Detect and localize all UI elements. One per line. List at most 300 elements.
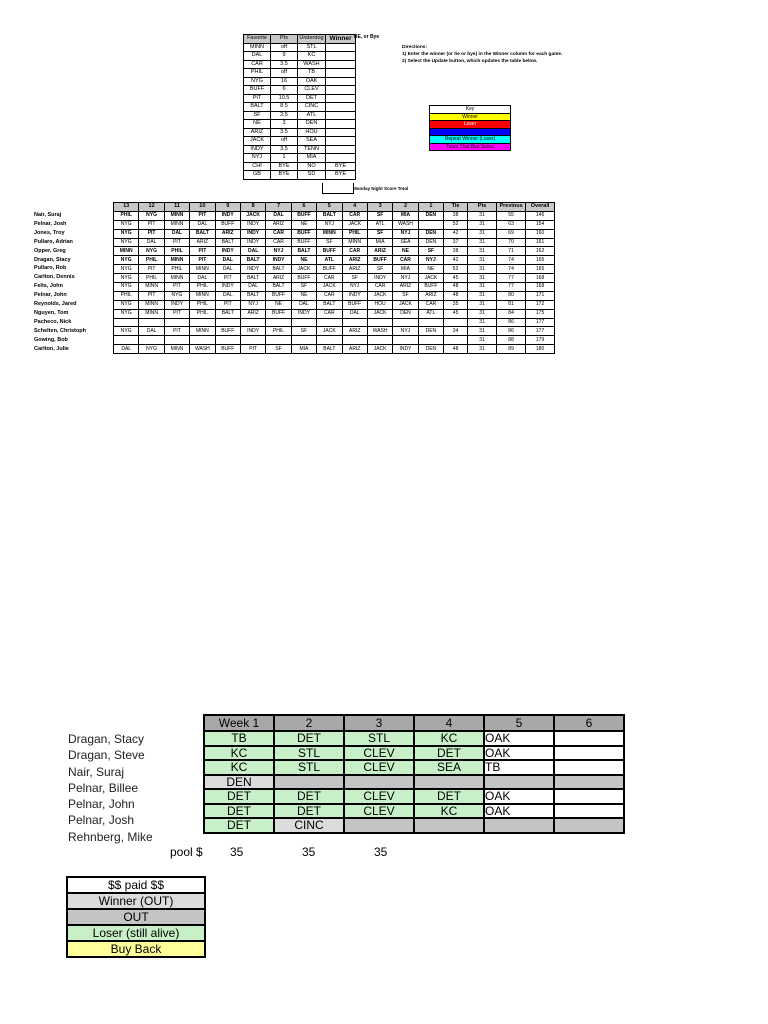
tie-cell: 52 bbox=[444, 220, 468, 229]
picks-row bbox=[114, 345, 555, 354]
overall-cell: 168 bbox=[526, 274, 555, 283]
pick-cell: NYJ bbox=[393, 274, 418, 283]
points-cell: 1 bbox=[271, 154, 298, 163]
player-name: Carlton, Dennis bbox=[34, 274, 75, 281]
tie-cell: 48 bbox=[444, 345, 468, 354]
winner-cell[interactable] bbox=[326, 43, 356, 52]
pick-cell: PIT bbox=[215, 274, 240, 283]
pick-cell bbox=[114, 318, 139, 327]
picks-row bbox=[114, 220, 555, 229]
pick-cell: SF bbox=[342, 274, 367, 283]
pick-cell: NYG bbox=[114, 300, 139, 309]
pick-cell: ARIZ bbox=[367, 247, 392, 256]
survivor-pick-cell: DET bbox=[414, 746, 484, 761]
pick-cell: DAL bbox=[215, 291, 240, 300]
winner-cell[interactable] bbox=[326, 86, 356, 95]
survivor-pick-cell: TB bbox=[484, 760, 554, 775]
winner-cell[interactable] bbox=[326, 120, 356, 129]
player-names bbox=[34, 211, 86, 354]
pick-cell: PIT bbox=[139, 229, 164, 238]
pick-cell: HOU bbox=[367, 300, 392, 309]
overall-cell: 172 bbox=[526, 300, 555, 309]
pick-cell: MIA bbox=[291, 345, 316, 354]
pick-cell: DAL bbox=[114, 345, 139, 354]
survivor-pick-cell: CLEV bbox=[344, 804, 414, 819]
pool-amount: 35 bbox=[302, 845, 316, 859]
survivor-pick-cell: KC bbox=[204, 760, 274, 775]
picks-row bbox=[114, 283, 555, 292]
pick-cell: PIT bbox=[139, 220, 164, 229]
pick-cell: ARIZ bbox=[215, 229, 240, 238]
winner-cell[interactable] bbox=[326, 111, 356, 120]
pick-cell: PHIL bbox=[164, 265, 189, 274]
player-name: Pacheco, Nick bbox=[34, 318, 72, 325]
pick-cell: BALT bbox=[317, 345, 342, 354]
underdog-cell: DET bbox=[298, 94, 326, 103]
winner-cell[interactable] bbox=[326, 52, 356, 61]
pick-cell: BUFF bbox=[317, 265, 342, 274]
player-name: Nguyen, Tom bbox=[34, 309, 69, 316]
game-row bbox=[244, 145, 356, 154]
underdog-cell: STL bbox=[298, 43, 326, 52]
picks-row bbox=[114, 265, 555, 274]
pts-cell: 31 bbox=[468, 274, 497, 283]
picks-header-cell: 8 bbox=[240, 203, 265, 212]
overall-cell: 161 bbox=[526, 238, 555, 247]
pts-cell: 31 bbox=[468, 300, 497, 309]
pick-cell: ARIZ bbox=[190, 238, 215, 247]
pick-cell bbox=[215, 336, 240, 345]
survivor-pick-cell: STL bbox=[274, 760, 344, 775]
directions bbox=[402, 44, 562, 65]
previous-cell: 86 bbox=[497, 327, 526, 336]
pick-cell: PIT bbox=[190, 211, 215, 220]
pick-cell bbox=[240, 318, 265, 327]
tie-cell: 45 bbox=[444, 274, 468, 283]
pick-cell: ATL bbox=[317, 256, 342, 265]
pick-cell: BALT bbox=[240, 274, 265, 283]
picks-header-cell: 12 bbox=[139, 203, 164, 212]
pts-cell: 31 bbox=[468, 291, 497, 300]
player-name: Reynolds, Jared bbox=[34, 301, 77, 308]
pick-cell: INDY bbox=[393, 345, 418, 354]
pts-cell: 31 bbox=[468, 265, 497, 274]
game-row bbox=[244, 137, 356, 146]
pick-cell: NYG bbox=[114, 238, 139, 247]
tie-cell: 37 bbox=[444, 238, 468, 247]
game-row bbox=[244, 171, 356, 180]
legend-item: Loser (still alive) bbox=[67, 925, 205, 941]
picks-table bbox=[113, 202, 555, 354]
pick-cell bbox=[367, 318, 392, 327]
pick-cell: INDY bbox=[342, 291, 367, 300]
tie-cell: 48 bbox=[444, 283, 468, 292]
tie-cell bbox=[444, 318, 468, 327]
picks-row bbox=[114, 256, 555, 265]
survivor-pick-cell: DEN bbox=[204, 775, 274, 790]
legend-item: OUT bbox=[67, 909, 205, 925]
picks-header-cell: 11 bbox=[164, 203, 189, 212]
pick-cell: PIT bbox=[139, 291, 164, 300]
survivor-week-header: 6 bbox=[554, 715, 624, 731]
pick-cell: MINN bbox=[164, 211, 189, 220]
pick-cell: SF bbox=[266, 345, 291, 354]
pick-cell: DAL bbox=[139, 327, 164, 336]
survivor-pick-cell: STL bbox=[274, 746, 344, 761]
pick-cell: JACK bbox=[367, 345, 392, 354]
survivor-pick-cell: DET bbox=[274, 804, 344, 819]
favorite-header: Favorite bbox=[244, 35, 271, 44]
survivor-pick-cell bbox=[484, 818, 554, 833]
picks-header-cell: 6 bbox=[291, 203, 316, 212]
player-name: Dragan, Stacy bbox=[34, 256, 71, 263]
pick-cell: JACK bbox=[317, 283, 342, 292]
pick-cell: PHIL bbox=[190, 283, 215, 292]
overall-cell: 165 bbox=[526, 256, 555, 265]
pick-cell: NYG bbox=[114, 274, 139, 283]
pts-cell: 31 bbox=[468, 247, 497, 256]
survivor-player-name: Pelnar, Josh bbox=[68, 813, 135, 828]
winner-cell[interactable] bbox=[326, 77, 356, 86]
favorite-cell: PIT bbox=[244, 94, 271, 103]
pick-cell: PHIL bbox=[190, 300, 215, 309]
game-row bbox=[244, 103, 356, 112]
picks-row bbox=[114, 309, 555, 318]
previous-cell: 77 bbox=[497, 283, 526, 292]
picks-header-cell: Pts bbox=[468, 203, 497, 212]
survivor-pick-cell bbox=[344, 818, 414, 833]
key-row bbox=[430, 121, 511, 129]
legend-row bbox=[67, 893, 205, 909]
pts-cell: 31 bbox=[468, 229, 497, 238]
pick-cell: INDY bbox=[240, 229, 265, 238]
pick-cell: NYG bbox=[114, 256, 139, 265]
pick-cell: ARIZ bbox=[266, 220, 291, 229]
picks-row bbox=[114, 318, 555, 327]
pick-cell: DEN bbox=[393, 309, 418, 318]
game-row bbox=[244, 86, 356, 95]
winner-cell[interactable] bbox=[326, 69, 356, 78]
game-row bbox=[244, 60, 356, 69]
legend-row bbox=[67, 877, 205, 893]
player-name: Nair, Suraj bbox=[34, 212, 62, 218]
pick-cell: SF bbox=[393, 291, 418, 300]
points-cell: 6 bbox=[271, 86, 298, 95]
tie-cell: 35 bbox=[444, 300, 468, 309]
key-row bbox=[430, 113, 511, 121]
pick-cell: NYJ bbox=[393, 327, 418, 336]
overall-cell: 146 bbox=[526, 211, 555, 220]
survivor-header-row bbox=[204, 715, 624, 731]
survivor-week-header: Week 1 bbox=[204, 715, 274, 731]
winner-cell[interactable] bbox=[326, 154, 356, 163]
pick-cell: INDY bbox=[240, 220, 265, 229]
overall-cell: 162 bbox=[526, 247, 555, 256]
pick-cell: DAL bbox=[139, 238, 164, 247]
pts-cell: 31 bbox=[468, 336, 497, 345]
tie-cell: 38 bbox=[444, 211, 468, 220]
previous-cell: 89 bbox=[497, 345, 526, 354]
winner-cell[interactable] bbox=[326, 60, 356, 69]
pick-cell: NE bbox=[291, 256, 316, 265]
pick-cell: PHIL bbox=[139, 274, 164, 283]
survivor-row bbox=[204, 760, 624, 775]
picks-row bbox=[114, 300, 555, 309]
overall-cell: 177 bbox=[526, 318, 555, 327]
points-cell: 9 bbox=[271, 52, 298, 61]
pick-cell bbox=[317, 336, 342, 345]
picks-row bbox=[114, 247, 555, 256]
pick-cell: JACK bbox=[418, 274, 443, 283]
pick-cell: SF bbox=[367, 229, 392, 238]
pick-cell bbox=[164, 336, 189, 345]
points-cell: 3.5 bbox=[271, 60, 298, 69]
directions-line-2: 2) Select the Update button, which updates the table below. bbox=[402, 59, 538, 64]
tie-cell: 48 bbox=[444, 291, 468, 300]
previous-cell: 81 bbox=[497, 300, 526, 309]
pick-cell: MIA bbox=[393, 265, 418, 274]
pick-cell: CAR bbox=[266, 229, 291, 238]
previous-cell: 55 bbox=[497, 211, 526, 220]
pick-cell bbox=[114, 336, 139, 345]
picks-header-cell: 3 bbox=[367, 203, 392, 212]
pick-cell: DAL bbox=[240, 247, 265, 256]
tie-cell: 42 bbox=[444, 229, 468, 238]
pick-cell: MINN bbox=[164, 345, 189, 354]
pick-cell: DAL bbox=[190, 274, 215, 283]
survivor-pick-cell bbox=[554, 775, 624, 790]
pick-cell: WASH bbox=[190, 345, 215, 354]
player-name: Pelnar, John bbox=[34, 292, 67, 299]
legend-item: $$ paid $$ bbox=[67, 877, 205, 893]
directions-title: Directions: bbox=[402, 45, 428, 50]
winner-cell[interactable] bbox=[326, 128, 356, 137]
points-cell: 3.5 bbox=[271, 145, 298, 154]
picks-row bbox=[114, 327, 555, 336]
pick-cell: NYG bbox=[114, 283, 139, 292]
favorite-cell: NYG bbox=[244, 77, 271, 86]
pick-cell: SF bbox=[367, 265, 392, 274]
tie-cell: 34 bbox=[444, 327, 468, 336]
pick-cell: NYJ bbox=[240, 300, 265, 309]
player-name: Pullaro, Rob bbox=[34, 265, 67, 272]
picks-header-cell: 13 bbox=[114, 203, 139, 212]
pick-cell: BUFF bbox=[215, 220, 240, 229]
previous-cell: 84 bbox=[497, 309, 526, 318]
favorite-cell: BUFF bbox=[244, 86, 271, 95]
pick-cell: DEN bbox=[418, 327, 443, 336]
pick-cell: SF bbox=[291, 283, 316, 292]
games-header-row bbox=[244, 35, 356, 44]
pick-cell: INDY bbox=[164, 300, 189, 309]
picks-header-row bbox=[114, 203, 555, 212]
points-cell: off bbox=[271, 137, 298, 146]
pick-cell: DAL bbox=[164, 229, 189, 238]
survivor-row bbox=[204, 731, 624, 746]
directions-line-1: 1) Enter the winner (or tie or bye) in the Winner column for each game. bbox=[402, 52, 563, 57]
pick-cell: PIT bbox=[139, 265, 164, 274]
pick-cell: PHIL bbox=[190, 309, 215, 318]
survivor-pick-cell: OAK bbox=[484, 746, 554, 761]
winner-cell[interactable]: BYE bbox=[326, 162, 356, 171]
survivor-pick-cell bbox=[554, 804, 624, 819]
pick-cell: PHIL bbox=[342, 229, 367, 238]
survivor-pick-cell: KC bbox=[414, 731, 484, 746]
favorite-cell: ARIZ bbox=[244, 128, 271, 137]
survivor-pick-cell: SEA bbox=[414, 760, 484, 775]
pick-cell: NYG bbox=[139, 247, 164, 256]
tie-cell: 45 bbox=[444, 309, 468, 318]
pick-cell: CAR bbox=[342, 211, 367, 220]
previous-cell: 63 bbox=[497, 220, 526, 229]
tie-note: TIE, or Bye bbox=[353, 34, 380, 40]
pick-cell: BUFF bbox=[342, 300, 367, 309]
pick-cell: BALT bbox=[215, 309, 240, 318]
game-row bbox=[244, 111, 356, 120]
favorite-cell: GB bbox=[244, 171, 271, 180]
survivor-week-header: 4 bbox=[414, 715, 484, 731]
survivor-pick-cell bbox=[554, 731, 624, 746]
overall-cell: 177 bbox=[526, 327, 555, 336]
pick-cell: DAL bbox=[215, 256, 240, 265]
monday-night-total-cell[interactable] bbox=[322, 183, 354, 194]
survivor-pick-cell bbox=[554, 746, 624, 761]
pick-cell: ARIZ bbox=[240, 309, 265, 318]
survivor-player-name: Pelnar, John bbox=[68, 797, 135, 812]
player-name: Pullaro, Adrian bbox=[34, 238, 73, 245]
pick-cell bbox=[418, 318, 443, 327]
games-table bbox=[243, 34, 356, 180]
survivor-pick-cell bbox=[414, 818, 484, 833]
underdog-cell: SD bbox=[298, 171, 326, 180]
game-row bbox=[244, 162, 356, 171]
pick-cell: MINN bbox=[164, 256, 189, 265]
player-name: Jones, Troy bbox=[34, 229, 65, 236]
underdog-cell: ATL bbox=[298, 111, 326, 120]
previous-cell: 71 bbox=[497, 247, 526, 256]
pick-cell: MIA bbox=[367, 238, 392, 247]
pick-cell: NYG bbox=[139, 345, 164, 354]
overall-cell: 154 bbox=[526, 220, 555, 229]
winner-cell[interactable] bbox=[326, 94, 356, 103]
favorite-cell: INDY bbox=[244, 145, 271, 154]
key-title: Key bbox=[430, 106, 511, 114]
survivor-pick-cell bbox=[414, 775, 484, 790]
underdog-cell: TB bbox=[298, 69, 326, 78]
legend-item: Buy Back bbox=[67, 941, 205, 957]
overall-cell: 165 bbox=[526, 265, 555, 274]
pick-cell bbox=[190, 336, 215, 345]
underdog-cell: WASH bbox=[298, 60, 326, 69]
pick-cell: SF bbox=[367, 211, 392, 220]
pick-cell: BUFF bbox=[215, 327, 240, 336]
survivor-pick-cell bbox=[554, 760, 624, 775]
favorite-cell: NE bbox=[244, 120, 271, 129]
pick-cell: CAR bbox=[367, 283, 392, 292]
pick-cell bbox=[291, 318, 316, 327]
favorite-cell: NYJ bbox=[244, 154, 271, 163]
pick-cell: NE bbox=[291, 220, 316, 229]
pts-cell: 31 bbox=[468, 345, 497, 354]
game-row bbox=[244, 52, 356, 61]
pick-cell: PHIL bbox=[139, 256, 164, 265]
survivor-pick-cell: CLEV bbox=[344, 760, 414, 775]
pick-cell: MINN bbox=[190, 291, 215, 300]
game-row bbox=[244, 128, 356, 137]
overall-cell: 180 bbox=[526, 345, 555, 354]
pick-cell bbox=[266, 336, 291, 345]
winner-cell[interactable] bbox=[326, 137, 356, 146]
picks-header-cell: 10 bbox=[190, 203, 215, 212]
pick-cell: CAR bbox=[342, 247, 367, 256]
survivor-pick-cell: TB bbox=[204, 731, 274, 746]
pts-cell: 31 bbox=[468, 211, 497, 220]
underdog-cell: CLEV bbox=[298, 86, 326, 95]
pick-cell: MIA bbox=[393, 211, 418, 220]
player-name: Pelnar, Josh bbox=[34, 220, 67, 227]
pts-cell: 31 bbox=[468, 238, 497, 247]
pick-cell: PHIL bbox=[114, 211, 139, 220]
pick-cell: CAR bbox=[317, 309, 342, 318]
pick-cell: PIT bbox=[164, 238, 189, 247]
pool-label: pool $ bbox=[170, 845, 203, 859]
points-cell: off bbox=[271, 69, 298, 78]
pick-cell: INDY bbox=[266, 256, 291, 265]
pick-cell: ARIZ bbox=[393, 283, 418, 292]
points-header: Pts bbox=[271, 35, 298, 44]
previous-cell: 86 bbox=[497, 318, 526, 327]
pick-cell: MINN bbox=[190, 265, 215, 274]
pick-cell bbox=[317, 318, 342, 327]
pick-cell bbox=[342, 318, 367, 327]
picks-header-cell: 9 bbox=[215, 203, 240, 212]
pick-cell: NE bbox=[266, 300, 291, 309]
winner-cell[interactable] bbox=[326, 145, 356, 154]
pick-cell: CAR bbox=[317, 274, 342, 283]
pick-cell: BALT bbox=[240, 256, 265, 265]
pick-cell: BUFF bbox=[291, 238, 316, 247]
survivor-pick-cell bbox=[484, 775, 554, 790]
survivor-row bbox=[204, 746, 624, 761]
pick-cell: NE bbox=[418, 265, 443, 274]
underdog-cell: HOU bbox=[298, 128, 326, 137]
winner-cell[interactable] bbox=[326, 103, 356, 112]
winner-cell[interactable]: BYE bbox=[326, 171, 356, 180]
pick-cell: NYG bbox=[139, 211, 164, 220]
pts-cell: 31 bbox=[468, 283, 497, 292]
survivor-pick-cell: KC bbox=[414, 804, 484, 819]
pts-cell: 31 bbox=[468, 256, 497, 265]
key-row bbox=[430, 136, 511, 144]
game-row bbox=[244, 77, 356, 86]
pick-cell bbox=[164, 318, 189, 327]
survivor-pick-cell: OAK bbox=[484, 804, 554, 819]
pick-cell: NYJ bbox=[266, 247, 291, 256]
pick-cell: INDY bbox=[291, 309, 316, 318]
pick-cell: JACK bbox=[317, 327, 342, 336]
key-item: Team That Bye Score bbox=[430, 143, 511, 151]
tie-cell: 38 bbox=[444, 247, 468, 256]
pick-cell: NE bbox=[393, 247, 418, 256]
pick-cell: BALT bbox=[190, 229, 215, 238]
pick-cell: MINN bbox=[342, 238, 367, 247]
pick-cell: BUFF bbox=[367, 256, 392, 265]
pick-cell: CAR bbox=[418, 300, 443, 309]
player-name: Opper, Greg bbox=[34, 247, 66, 254]
pick-cell: ARIZ bbox=[342, 265, 367, 274]
pick-cell: JACK bbox=[240, 211, 265, 220]
survivor-pick-cell bbox=[554, 818, 624, 833]
